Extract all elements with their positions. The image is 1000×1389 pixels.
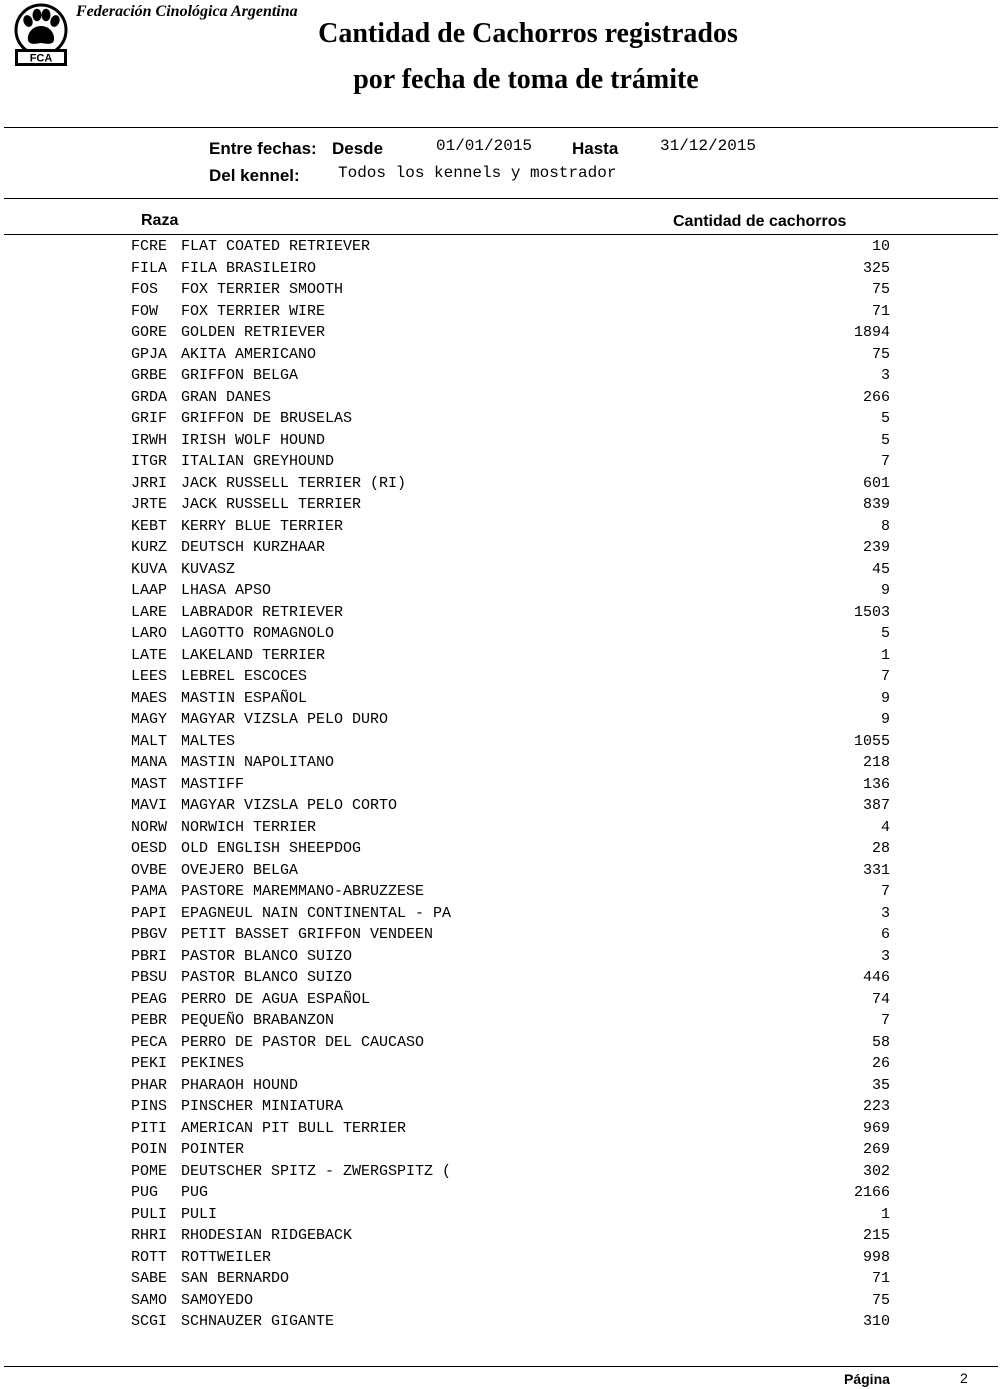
breed-name: MASTIN NAPOLITANO xyxy=(181,754,335,771)
breed-name: OVEJERO BELGA xyxy=(181,861,299,879)
breed-name: LAGOTTO ROMAGNOLO xyxy=(181,625,335,642)
puppy-count: 331 xyxy=(862,861,890,879)
breed-code: POME xyxy=(131,1162,168,1180)
table-row xyxy=(0,666,1000,688)
table-row xyxy=(0,301,1000,323)
puppy-count: 2166 xyxy=(853,1184,890,1201)
puppy-count: 5 xyxy=(880,410,890,427)
table-row xyxy=(0,279,1000,301)
from-date-value: 01/01/2015 xyxy=(436,137,533,155)
puppy-count: 10 xyxy=(871,238,890,255)
table-row xyxy=(0,1010,1000,1032)
table-row xyxy=(0,795,1000,817)
divider xyxy=(4,234,998,235)
breed-name: FLAT COATED RETRIEVER xyxy=(181,238,371,255)
table-row xyxy=(0,1182,1000,1204)
puppy-count: 75 xyxy=(871,345,890,363)
breed-code: GRIF xyxy=(131,410,168,427)
puppy-count: 75 xyxy=(871,281,890,298)
breed-code: PBGV xyxy=(131,926,168,943)
puppy-count: 9 xyxy=(880,582,890,599)
breed-name: LABRADOR RETRIEVER xyxy=(181,603,344,621)
breed-code: ITGR xyxy=(131,453,168,470)
table-row xyxy=(0,258,1000,280)
breed-code: PEBR xyxy=(131,1012,168,1029)
puppy-count: 58 xyxy=(871,1033,890,1051)
puppy-count: 239 xyxy=(862,539,890,556)
breed-name: MALTES xyxy=(181,732,236,750)
table-row xyxy=(0,1311,1000,1333)
table-row xyxy=(0,881,1000,903)
breed-code: LARE xyxy=(131,603,168,621)
to-label: Hasta xyxy=(572,139,619,158)
breed-name: IRISH WOLF HOUND xyxy=(181,431,326,449)
table-row xyxy=(0,709,1000,731)
breed-name: GRIFFON DE BRUSELAS xyxy=(181,410,353,427)
breed-code: FOW xyxy=(131,302,159,320)
table-row xyxy=(0,1290,1000,1312)
breed-name: LEBREL ESCOCES xyxy=(181,668,308,685)
breed-code: RHRI xyxy=(131,1227,168,1244)
to-date-value: 31/12/2015 xyxy=(660,137,757,155)
table-row xyxy=(0,1161,1000,1183)
breed-code: SCGI xyxy=(131,1313,168,1330)
table-row xyxy=(0,451,1000,473)
breed-name: JACK RUSSELL TERRIER xyxy=(181,496,362,513)
divider xyxy=(4,127,998,128)
breed-name: GRAN DANES xyxy=(181,388,272,406)
puppy-count: 9 xyxy=(880,689,890,707)
breed-name: KUVASZ xyxy=(181,560,236,578)
table-row xyxy=(0,838,1000,860)
breed-name: LAKELAND TERRIER xyxy=(181,646,326,664)
breed-name: LHASA APSO xyxy=(181,582,272,599)
breed-code: IRWH xyxy=(131,431,168,449)
breed-code: KEBT xyxy=(131,517,168,535)
breed-name: DEUTSCH KURZHAAR xyxy=(181,539,326,556)
breed-code: FILA xyxy=(131,259,168,277)
table-row xyxy=(0,1118,1000,1140)
breed-code: JRRI xyxy=(131,474,168,492)
breed-code: LAAP xyxy=(131,582,168,599)
puppy-count: 7 xyxy=(880,1012,890,1029)
breed-code: LARO xyxy=(131,625,168,642)
table-row xyxy=(0,365,1000,387)
breed-code: OVBE xyxy=(131,861,168,879)
table-row xyxy=(0,322,1000,344)
table-row xyxy=(0,946,1000,968)
breed-column-header: Raza xyxy=(141,212,179,229)
breed-name: SAMOYEDO xyxy=(181,1291,254,1309)
table-row xyxy=(0,1096,1000,1118)
table-row xyxy=(0,1053,1000,1075)
puppy-count: 215 xyxy=(862,1227,890,1244)
date-range-label: Entre fechas: xyxy=(209,139,317,158)
breed-name: PHARAOH HOUND xyxy=(181,1076,299,1094)
kennel-value: Todos los kennels y mostrador xyxy=(338,164,617,182)
page-label: Página xyxy=(844,1371,890,1387)
report-title: Cantidad de Cachorros registrados xyxy=(318,18,738,49)
table-row xyxy=(0,516,1000,538)
breed-code: LATE xyxy=(131,646,168,664)
puppy-count: 136 xyxy=(862,775,890,793)
puppy-count: 310 xyxy=(862,1313,890,1330)
table-row xyxy=(0,623,1000,645)
puppy-count: 7 xyxy=(880,453,890,470)
organization-name: Federación Cinológica Argentina xyxy=(76,3,298,20)
breed-name: KERRY BLUE TERRIER xyxy=(181,517,344,535)
table-row xyxy=(0,924,1000,946)
breed-name: ROTTWEILER xyxy=(181,1248,272,1266)
breed-name: PETIT BASSET GRIFFON VENDEEN xyxy=(181,926,434,943)
table-row xyxy=(0,1268,1000,1290)
breed-table xyxy=(0,236,1000,1333)
table-row xyxy=(0,860,1000,882)
puppy-count: 45 xyxy=(871,560,890,578)
breed-name: RHODESIAN RIDGEBACK xyxy=(181,1227,353,1244)
breed-code: SABE xyxy=(131,1270,168,1287)
puppy-count: 5 xyxy=(880,625,890,642)
breed-code: OESD xyxy=(131,840,168,857)
table-row xyxy=(0,1139,1000,1161)
table-row xyxy=(0,473,1000,495)
breed-name: OLD ENGLISH SHEEPDOG xyxy=(181,840,362,857)
logo-text: FCA xyxy=(29,52,53,65)
breed-code: FCRE xyxy=(131,238,168,255)
table-row xyxy=(0,344,1000,366)
breed-name: PINSCHER MINIATURA xyxy=(181,1098,344,1115)
breed-name: PEQUEÑO BRABANZON xyxy=(181,1012,335,1029)
table-row xyxy=(0,1247,1000,1269)
breed-code: PUG xyxy=(131,1184,159,1201)
breed-name: POINTER xyxy=(181,1141,245,1158)
breed-name: EPAGNEUL NAIN CONTINENTAL - PA xyxy=(181,904,452,922)
breed-name: SCHNAUZER GIGANTE xyxy=(181,1313,335,1330)
table-row xyxy=(0,774,1000,796)
table-row xyxy=(0,1032,1000,1054)
breed-code: POIN xyxy=(131,1141,168,1158)
table-row xyxy=(0,408,1000,430)
puppy-count: 71 xyxy=(871,1270,890,1287)
table-row xyxy=(0,688,1000,710)
puppy-count: 446 xyxy=(862,969,890,986)
table-row xyxy=(0,494,1000,516)
breed-name: AKITA AMERICANO xyxy=(181,345,317,363)
breed-code: KUVA xyxy=(131,560,168,578)
table-row xyxy=(0,430,1000,452)
puppy-count: 839 xyxy=(862,496,890,513)
puppy-count: 1055 xyxy=(853,732,890,750)
table-row xyxy=(0,967,1000,989)
breed-code: JRTE xyxy=(131,496,168,513)
puppy-count: 28 xyxy=(871,840,890,857)
breed-code: NORW xyxy=(131,818,168,836)
breed-name: FOX TERRIER WIRE xyxy=(181,302,326,320)
puppy-count: 325 xyxy=(862,259,890,277)
breed-code: GORE xyxy=(131,324,168,341)
puppy-count: 3 xyxy=(880,947,890,965)
table-row xyxy=(0,580,1000,602)
puppy-count: 4 xyxy=(880,818,890,836)
breed-name: ITALIAN GREYHOUND xyxy=(181,453,335,470)
puppy-count: 218 xyxy=(862,754,890,771)
table-row xyxy=(0,1225,1000,1247)
puppy-count: 1503 xyxy=(853,603,890,621)
puppy-count: 1 xyxy=(880,646,890,664)
puppy-count: 8 xyxy=(880,517,890,535)
breed-code: MAST xyxy=(131,775,168,793)
puppy-count: 5 xyxy=(880,431,890,449)
breed-name: PERRO DE AGUA ESPAÑOL xyxy=(181,990,371,1008)
table-row xyxy=(0,752,1000,774)
puppy-count: 387 xyxy=(862,797,890,814)
breed-code: PBRI xyxy=(131,947,168,965)
puppy-count: 74 xyxy=(871,990,890,1008)
from-label: Desde xyxy=(332,139,384,158)
breed-code: ROTT xyxy=(131,1248,168,1266)
breed-name: MASTIFF xyxy=(181,775,245,793)
breed-code: PEKI xyxy=(131,1055,168,1072)
puppy-count: 302 xyxy=(862,1162,890,1180)
breed-name: GRIFFON BELGA xyxy=(181,367,299,384)
breed-code: MAGY xyxy=(131,711,168,728)
breed-name: GOLDEN RETRIEVER xyxy=(181,324,326,341)
puppy-count: 1 xyxy=(880,1205,890,1223)
breed-name: JACK RUSSELL TERRIER (RI) xyxy=(181,474,407,492)
puppy-count: 7 xyxy=(880,668,890,685)
table-row xyxy=(0,645,1000,667)
breed-code: PITI xyxy=(131,1119,168,1137)
table-row xyxy=(0,559,1000,581)
breed-name: PASTORE MAREMMANO-ABRUZZESE xyxy=(181,883,425,900)
page-number: 2 xyxy=(960,1370,968,1386)
puppy-count: 6 xyxy=(880,926,890,943)
table-row xyxy=(0,387,1000,409)
puppy-count: 266 xyxy=(862,388,890,406)
table-row xyxy=(0,731,1000,753)
table-row xyxy=(0,1204,1000,1226)
breed-name: FILA BRASILEIRO xyxy=(181,259,317,277)
breed-code: MANA xyxy=(131,754,168,771)
puppy-count: 7 xyxy=(880,883,890,900)
breed-code: PHAR xyxy=(131,1076,168,1094)
breed-code: GRBE xyxy=(131,367,168,384)
breed-code: PEAG xyxy=(131,990,168,1008)
breed-code: KURZ xyxy=(131,539,168,556)
puppy-count: 9 xyxy=(880,711,890,728)
breed-name: AMERICAN PIT BULL TERRIER xyxy=(181,1119,407,1137)
divider xyxy=(4,198,998,199)
breed-code: SAMO xyxy=(131,1291,168,1309)
breed-name: MAGYAR VIZSLA PELO CORTO xyxy=(181,797,398,814)
breed-name: PASTOR BLANCO SUIZO xyxy=(181,969,353,986)
puppy-count: 71 xyxy=(871,302,890,320)
puppy-count: 601 xyxy=(862,474,890,492)
puppy-count: 3 xyxy=(880,367,890,384)
breed-code: MAVI xyxy=(131,797,168,814)
report-subtitle: por fecha de toma de trámite xyxy=(353,64,699,95)
breed-code: GPJA xyxy=(131,345,168,363)
breed-name: MAGYAR VIZSLA PELO DURO xyxy=(181,711,389,728)
breed-code: PINS xyxy=(131,1098,168,1115)
breed-code: MALT xyxy=(131,732,168,750)
table-row xyxy=(0,989,1000,1011)
breed-name: FOX TERRIER SMOOTH xyxy=(181,281,344,298)
puppy-count: 1894 xyxy=(853,324,890,341)
breed-code: PBSU xyxy=(131,969,168,986)
footer-divider xyxy=(4,1366,998,1367)
breed-name: PEKINES xyxy=(181,1055,245,1072)
breed-code: FOS xyxy=(131,281,159,298)
table-row xyxy=(0,903,1000,925)
puppy-count: 26 xyxy=(871,1055,890,1072)
puppy-count: 223 xyxy=(862,1098,890,1115)
count-column-header: Cantidad de cachorros xyxy=(673,213,847,230)
breed-name: DEUTSCHER SPITZ - ZWERGSPITZ ( xyxy=(181,1162,452,1180)
puppy-count: 969 xyxy=(862,1119,890,1137)
table-row xyxy=(0,602,1000,624)
breed-code: MAES xyxy=(131,689,168,707)
table-row xyxy=(0,817,1000,839)
breed-name: PERRO DE PASTOR DEL CAUCASO xyxy=(181,1033,425,1051)
breed-code: PECA xyxy=(131,1033,168,1051)
kennel-label: Del kennel: xyxy=(209,166,300,185)
table-row xyxy=(0,1075,1000,1097)
breed-name: PULI xyxy=(181,1205,218,1223)
breed-code: PAPI xyxy=(131,904,168,922)
breed-name: NORWICH TERRIER xyxy=(181,818,317,836)
puppy-count: 3 xyxy=(880,904,890,922)
breed-name: PUG xyxy=(181,1184,209,1201)
table-row xyxy=(0,236,1000,258)
breed-code: GRDA xyxy=(131,388,168,406)
breed-name: SAN BERNARDO xyxy=(181,1270,290,1287)
breed-code: PAMA xyxy=(131,883,168,900)
breed-code: LEES xyxy=(131,668,168,685)
puppy-count: 998 xyxy=(862,1248,890,1266)
breed-name: MASTIN ESPAÑOL xyxy=(181,689,308,707)
breed-code: PULI xyxy=(131,1205,168,1223)
breed-name: PASTOR BLANCO SUIZO xyxy=(181,947,353,965)
puppy-count: 269 xyxy=(862,1141,890,1158)
puppy-count: 35 xyxy=(871,1076,890,1094)
table-row xyxy=(0,537,1000,559)
puppy-count: 75 xyxy=(871,1291,890,1309)
